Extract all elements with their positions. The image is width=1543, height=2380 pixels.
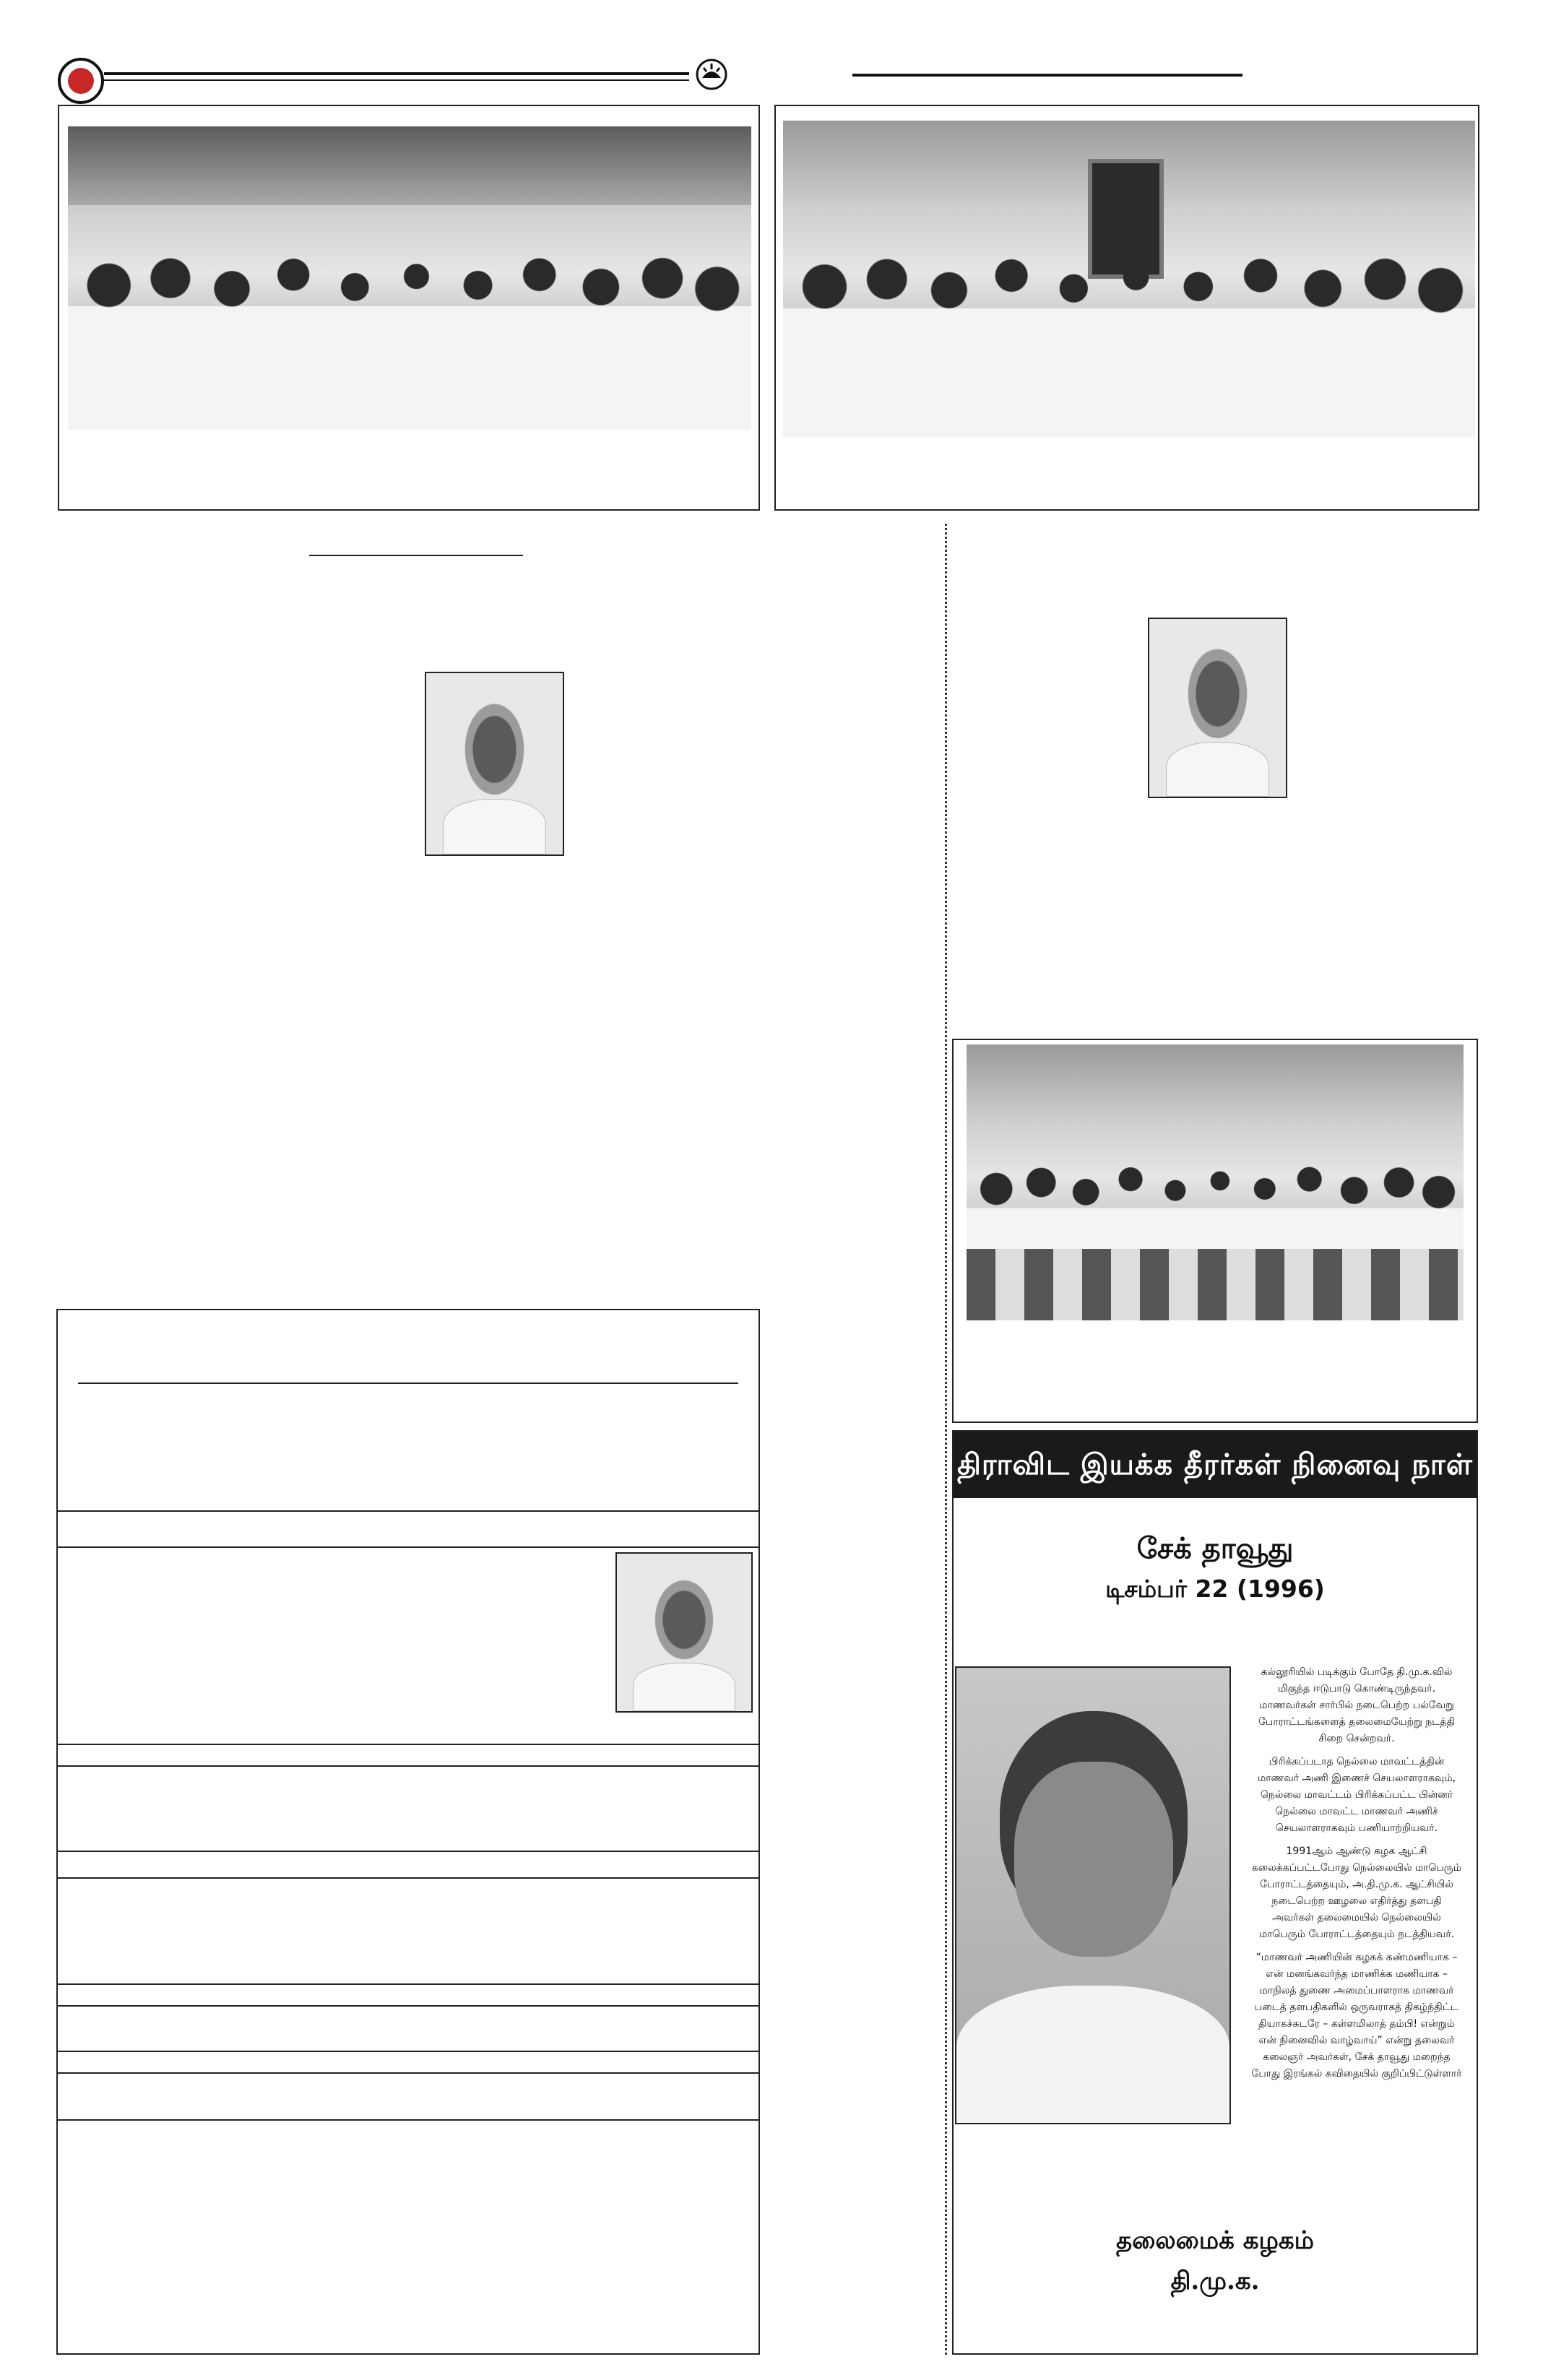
box-section-rule-5 — [58, 1851, 758, 1852]
tribute-banner: திராவிட இயக்க தீரர்கள் நினைவு நாள் — [954, 1432, 1477, 1498]
portrait-photo-box — [615, 1552, 753, 1713]
box-section-rule-11 — [58, 2119, 758, 2121]
top-right-photo-frame — [774, 105, 1479, 511]
group-photo-floral-tribute — [783, 121, 1475, 437]
box-heading-rule — [78, 1382, 738, 1384]
box-section-rule-8 — [58, 2005, 758, 2007]
bio-paragraph-1: கல்லூரியில் படிக்கும் போதே தி.மு.க.வில் மிகுந்த ஈடுபாடு கொண்டிருந்தவர். மாணவர்கள் சார்பில் நடைபெற்ற பல்வேறு போராட்டங்களைத் தலைமையேற்று நடத்தி சிறை சென்றவர். — [1258, 1666, 1455, 1744]
tribute-footer-party: தி.மு.க. — [1170, 2267, 1260, 2295]
group-photo-relief-distribution — [68, 126, 751, 430]
party-logo-icon — [58, 58, 104, 104]
portrait-photo-left — [425, 672, 564, 856]
portrait-photo-right — [1148, 618, 1287, 798]
tribute-name: சேக் தாவூது — [1136, 1531, 1294, 1565]
column-divider — [945, 524, 947, 2355]
box-section-rule-1 — [58, 1510, 758, 1512]
masthead-rule — [104, 72, 689, 75]
tribute-date: டிசம்பர் 22 (1996) — [1105, 1575, 1325, 1603]
masthead-rule-thin — [104, 79, 689, 81]
tribute-portrait — [955, 1666, 1231, 2124]
box-section-rule-3 — [58, 1744, 758, 1745]
rising-sun-emblem-icon — [695, 58, 728, 91]
box-section-rule-7 — [58, 1983, 758, 1985]
tribute-footer-org: தலைமைக் கழகம் — [1116, 2226, 1314, 2255]
box-section-rule-9 — [58, 2051, 758, 2052]
box-section-rule-2 — [58, 1546, 758, 1548]
box-section-rule-10 — [58, 2072, 758, 2074]
left-listing-box — [56, 1309, 760, 2355]
group-photo-welfare-aid — [967, 1044, 1464, 1320]
tribute-box — [952, 1430, 1478, 2355]
bio-paragraph-2: பிரிக்கப்படாத நெல்லை மாவட்டத்தின் மாணவர் அணி இணைச் செயலாளராகவும், நெல்லை மாவட்டம் பிரிக்கப்பட்ட பின்னர் நெல்லை மாவட்ட மாணவர் அணிச் செயலாளராகவும் பணியாற்றியவர். — [1257, 1756, 1456, 1834]
top-left-photo-frame — [58, 105, 760, 511]
box-section-rule-6 — [58, 1877, 758, 1879]
box-section-rule-4 — [58, 1765, 758, 1767]
headline-rule — [309, 555, 523, 556]
masthead-rule-right — [852, 74, 1242, 77]
bio-paragraph-3: 1991ஆம் ஆண்டு கழக ஆட்சி கலைக்கப்பட்டபோது நெல்லையில் மாபெரும் போராட்டத்தையும், அ.தி.மு.க. ஆட்சியில் நடைபெற்ற ஊழலை எதிர்த்து தளபதி அவர்கள் தலைமையில் நெல்லையில் மாபெரும் போராட்டத்தையும் நடத்தியவர். — [1251, 1845, 1462, 1940]
right-photo-frame — [952, 1039, 1478, 1423]
tribute-biography — [1250, 1664, 1464, 2089]
bio-paragraph-4: “மாணவர் அணியின் கழகக் கண்மணியாக – என் மனங்கவர்ந்த மாணிக்க மணியாக – மாநிலத் துணை அமைப்பாளராக மாணவர் படைத் தளபதிகளில் ஒருவராகத் திகழ்ந்திட்ட தியாகச்சுடரே – கள்ளமிலாத் தம்பி! என்றும் என் நினைவில் வாழ்வாய்” என்று தலைவர் கலைஞர் அவர்கள், சேக் தாவூது மறைந்த போது இரங்கல் கவிதையில் குறிப்பிட்டுள்ளார் — [1251, 1952, 1462, 2080]
